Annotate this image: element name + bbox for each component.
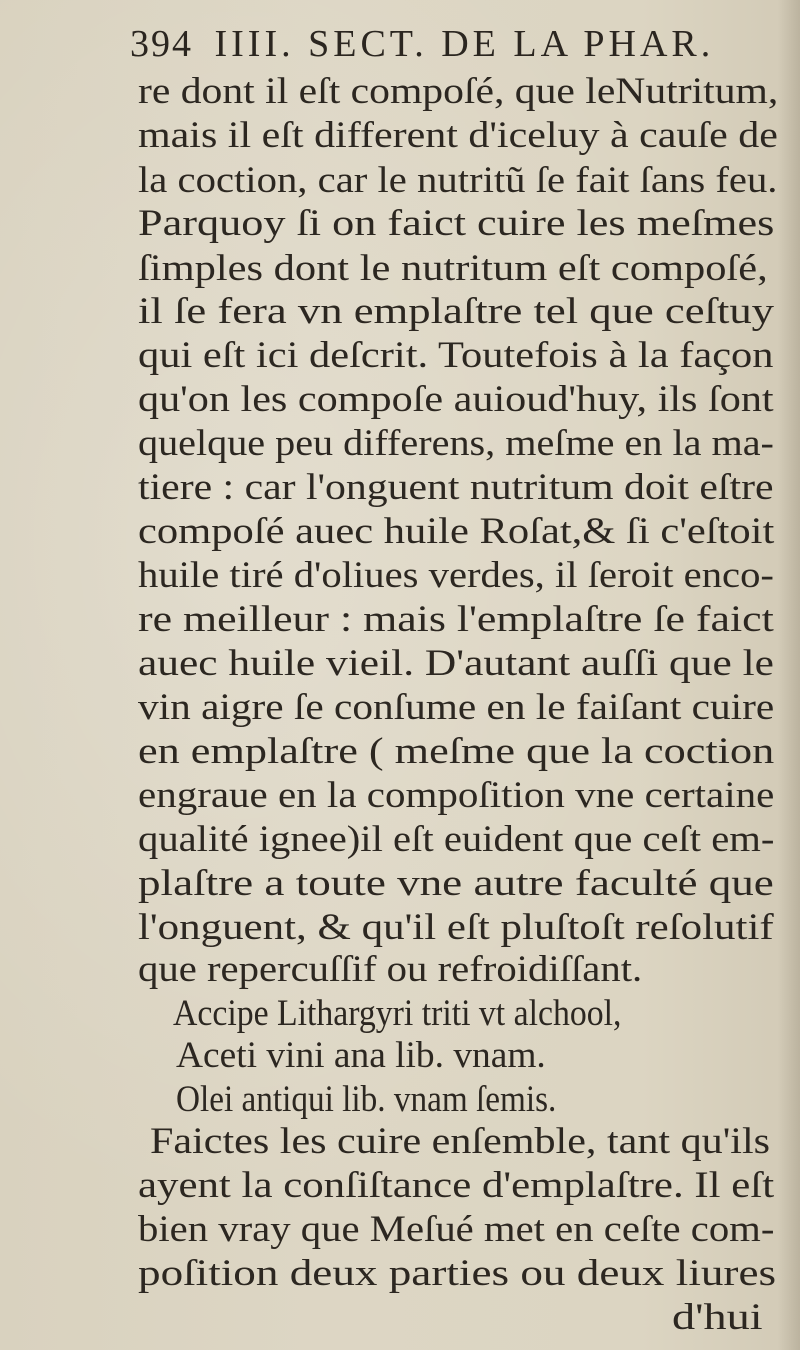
text-line: ſimples dont le nutritum eſt compoſé, [138,248,768,289]
text-line: engraue en la compoſition vne certaine [138,775,775,816]
text-line: qualité ignee)il eſt euident que ceſt em- [138,819,775,860]
running-head: IIII. SECT. DE LA PHAR. [214,23,715,65]
text-line: la coction, car le nutritũ ſe fait ſans feu. [138,160,778,201]
text-line: qui eſt ici deſcrit. Toutefois à la façon [138,335,774,376]
text-line: en emplaſtre ( meſme que la coction [138,731,775,772]
text-line: Faictes les cuire enſemble, tant qu'ils [150,1121,771,1162]
text-line: Parquoy ſi on faict cuire les meſmes [138,203,775,244]
text-line: quelque peu differens, meſme en la ma- [138,423,774,464]
text-line: plaſtre a toute vne autre faculté que [138,863,774,904]
text-line: mais il eſt different d'iceluy à cauſe de [138,115,778,156]
page-number: 394 [130,23,193,65]
text-line: vin aigre ſe conſume en le faiſant cuire [138,687,775,728]
text-line: Olei antiqui lib. vnam ſemis. [176,1079,557,1120]
text-line: re dont il eſt compoſé, que leNutritum, [138,71,779,112]
text-line: Aceti vini ana lib. vnam. [176,1035,546,1076]
text-line: re meilleur : mais l'emplaſtre ſe faict [138,599,774,640]
page-edge-shadow [778,0,800,1350]
text-line: Accipe Lithargyri triti vt alchool, [173,993,622,1034]
text-line: bien vray que Meſué met en ceſte com- [138,1209,775,1250]
text-line: compoſé auec huile Roſat,& ſi c'eſtoit [138,511,775,552]
text-line: il ſe fera vn emplaſtre tel que ceſtuy [138,291,775,332]
text-line: que repercuſſif ou refroidiſſant. [138,949,643,990]
text-line: poſition deux parties ou deux liures [138,1253,777,1294]
text-line: ayent la conſiſtance d'emplaſtre. Il eſt [138,1165,775,1206]
text-line: auec huile vieil. D'autant auſſi que le [138,643,774,684]
text-line: tiere : car l'onguent nutritum doit eſtre [138,467,774,508]
text-line: huile tiré d'oliues verdes, il ſeroit enco- [138,555,774,596]
text-line: l'onguent, & qu'il eſt pluſtoſt reſolutif [138,907,774,948]
text-line: d'hui [672,1297,763,1338]
text-line: qu'on les compoſe auioud'huy, ils ſont [138,379,774,420]
